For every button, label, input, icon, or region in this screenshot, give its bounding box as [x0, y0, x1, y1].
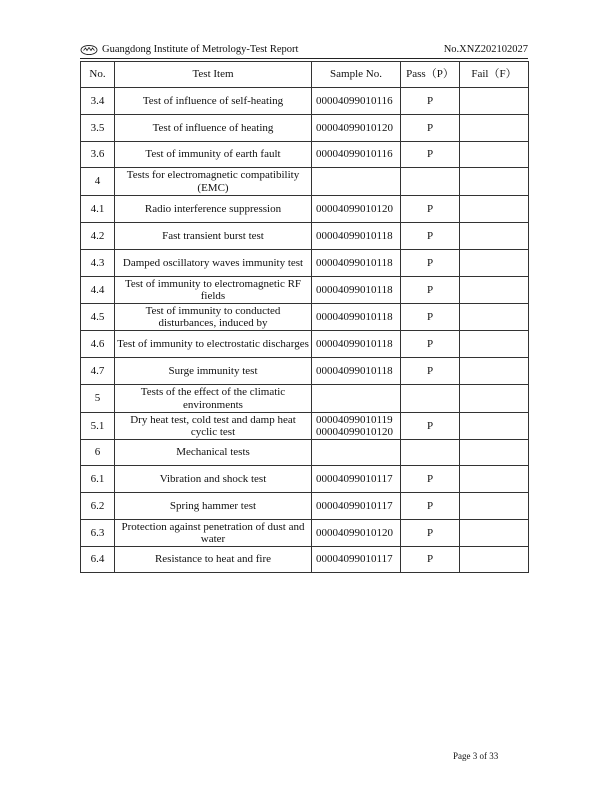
sample-number-value: 00004099010118	[316, 364, 393, 377]
table-row	[81, 142, 529, 168]
fail-mark	[460, 196, 529, 223]
fail-mark	[460, 547, 529, 573]
fail-mark	[460, 277, 529, 304]
table-row	[81, 547, 529, 573]
pass-mark: P	[401, 547, 460, 573]
row-number: 6.3	[81, 520, 115, 547]
gdim-logo-icon	[80, 44, 98, 56]
test-item: Tests of the effect of the climatic environments	[115, 385, 312, 413]
table-header-row	[81, 62, 529, 88]
row-number: 6.1	[81, 466, 115, 493]
test-item: Test of immunity of earth fault	[115, 142, 312, 168]
pass-mark: P	[401, 413, 460, 440]
fail-mark	[460, 440, 529, 466]
sample-number	[312, 520, 401, 547]
sample-number	[312, 547, 401, 573]
fail-mark	[460, 413, 529, 440]
sample-number-value: 00004099010118	[316, 256, 393, 269]
table-row	[81, 440, 529, 466]
table-row	[81, 493, 529, 520]
column-header-sample-no: Sample No.	[312, 62, 401, 88]
sample-number-value: 00004099010120	[316, 426, 393, 438]
row-number: 6.2	[81, 493, 115, 520]
test-item: Protection against penetration of dust and water	[115, 520, 312, 547]
row-number: 4	[81, 168, 115, 196]
test-item: Damped oscillatory waves immunity test	[115, 250, 312, 277]
fail-mark	[460, 466, 529, 493]
row-number: 6	[81, 440, 115, 466]
row-number: 3.5	[81, 115, 115, 142]
sample-number	[312, 223, 401, 250]
table-row	[81, 277, 529, 304]
row-number: 3.4	[81, 88, 115, 115]
pass-mark: P	[401, 358, 460, 385]
test-item: Vibration and shock test	[115, 466, 312, 493]
test-item: Dry heat test, cold test and damp heat cyclic test	[115, 413, 312, 440]
pass-mark: P	[401, 88, 460, 115]
sample-number-value: 00004099010117	[316, 472, 393, 485]
sample-number	[312, 196, 401, 223]
table-row	[81, 358, 529, 385]
fail-mark	[460, 115, 529, 142]
test-item: Radio interference suppression	[115, 196, 312, 223]
row-number: 4.3	[81, 250, 115, 277]
test-item: Fast transient burst test	[115, 223, 312, 250]
header-left	[80, 42, 298, 58]
test-item: Test of immunity to electrostatic discharges	[115, 331, 312, 358]
sample-number	[312, 88, 401, 115]
table-row	[81, 223, 529, 250]
test-item: Test of immunity to conducted disturbances, induced by	[115, 304, 312, 331]
test-item: Test of influence of heating	[115, 115, 312, 142]
pass-mark: P	[401, 250, 460, 277]
fail-mark	[460, 520, 529, 547]
table-row	[81, 88, 529, 115]
report-number: No.XNZ202102027	[443, 44, 528, 55]
column-header-no: No.	[81, 62, 115, 88]
sample-number	[312, 413, 401, 440]
row-number: 4.4	[81, 277, 115, 304]
pass-mark: P	[401, 196, 460, 223]
column-header-test-item: Test Item	[115, 62, 312, 88]
test-item: Tests for electromagnetic compatibility (EMC)	[115, 168, 312, 196]
report-header	[80, 42, 528, 58]
sample-number-value: 00004099010119	[316, 413, 393, 426]
fail-mark	[460, 385, 529, 413]
fail-mark	[460, 142, 529, 168]
sample-number-value: 00004099010116	[316, 148, 393, 161]
table-row	[81, 466, 529, 493]
sample-number	[312, 466, 401, 493]
sample-number-value: 00004099010118	[316, 337, 393, 350]
table-row	[81, 168, 529, 196]
sample-number-value: 00004099010117	[316, 553, 393, 566]
row-number: 3.6	[81, 142, 115, 168]
pass-mark: P	[401, 142, 460, 168]
table-row	[81, 385, 529, 413]
fail-mark	[460, 168, 529, 196]
sample-number-value: 00004099010118	[316, 283, 393, 296]
test-item: Test of influence of self-heating	[115, 88, 312, 115]
sample-number	[312, 493, 401, 520]
page-number: Page 3 of 33	[453, 751, 499, 761]
pass-mark: P	[401, 520, 460, 547]
table-row	[81, 115, 529, 142]
row-number: 6.4	[81, 547, 115, 573]
pass-mark: P	[401, 493, 460, 520]
table-row	[81, 520, 529, 547]
sample-number-value: 00004099010118	[316, 229, 393, 242]
sample-number-value: 00004099010120	[316, 526, 393, 539]
sample-number	[312, 331, 401, 358]
test-item: Surge immunity test	[115, 358, 312, 385]
sample-number	[312, 250, 401, 277]
sample-number	[312, 168, 401, 196]
row-number: 4.2	[81, 223, 115, 250]
pass-mark	[401, 168, 460, 196]
sample-number-value: 00004099010120	[316, 202, 393, 215]
fail-mark	[460, 223, 529, 250]
sample-number	[312, 277, 401, 304]
pass-mark: P	[401, 304, 460, 331]
fail-mark	[460, 358, 529, 385]
table-row	[81, 413, 529, 440]
sample-number	[312, 358, 401, 385]
sample-number	[312, 385, 401, 413]
fail-mark	[460, 331, 529, 358]
sample-number	[312, 142, 401, 168]
fail-mark	[460, 304, 529, 331]
test-item: Test of immunity to electromagnetic RF fields	[115, 277, 312, 304]
table-row	[81, 196, 529, 223]
pass-mark	[401, 440, 460, 466]
sample-number-value: 00004099010117	[316, 499, 393, 512]
column-header-pass: Pass（P）	[401, 62, 460, 88]
test-results-table	[80, 61, 529, 573]
table-row	[81, 250, 529, 277]
test-item: Mechanical tests	[115, 440, 312, 466]
row-number: 4.6	[81, 331, 115, 358]
row-number: 4.5	[81, 304, 115, 331]
pass-mark: P	[401, 466, 460, 493]
fail-mark	[460, 250, 529, 277]
sample-number	[312, 115, 401, 142]
pass-mark: P	[401, 277, 460, 304]
pass-mark: P	[401, 115, 460, 142]
fail-mark	[460, 88, 529, 115]
row-number: 4.7	[81, 358, 115, 385]
table-row	[81, 331, 529, 358]
column-header-fail: Fail（F）	[460, 62, 529, 88]
fail-mark	[460, 493, 529, 520]
row-number: 5	[81, 385, 115, 413]
pass-mark: P	[401, 331, 460, 358]
sample-number-value: 00004099010120	[316, 121, 393, 134]
institute-name: Guangdong Institute of Metrology-Test Report	[102, 44, 299, 55]
sample-number	[312, 440, 401, 466]
test-item: Spring hammer test	[115, 493, 312, 520]
table-body	[81, 88, 529, 573]
sample-number	[312, 304, 401, 331]
table-row	[81, 304, 529, 331]
row-number: 5.1	[81, 413, 115, 440]
test-item: Resistance to heat and fire	[115, 547, 312, 573]
header-divider	[80, 58, 528, 59]
sample-number-value: 00004099010116	[316, 94, 393, 107]
row-number: 4.1	[81, 196, 115, 223]
pass-mark: P	[401, 223, 460, 250]
sample-number-value: 00004099010118	[316, 310, 393, 323]
pass-mark	[401, 385, 460, 413]
